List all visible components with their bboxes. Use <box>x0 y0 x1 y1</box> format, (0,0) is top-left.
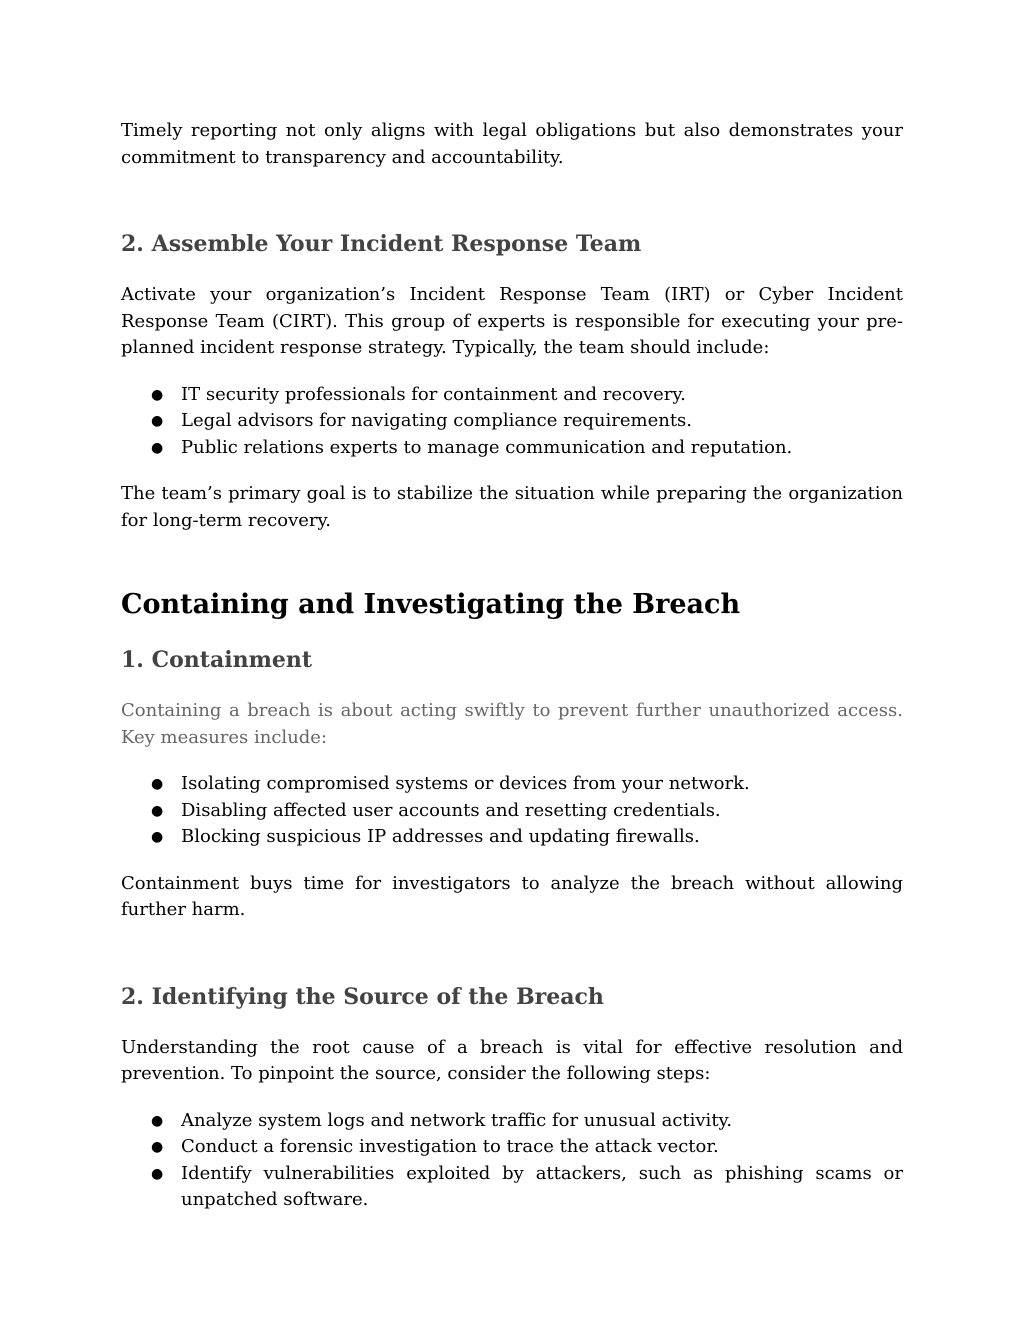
list-item: ● Public relations experts to manage communication and reputation. <box>121 435 903 462</box>
bullet-icon: ● <box>151 829 164 845</box>
list-item: ● Disabling affected user accounts and resetting credentials. <box>121 798 903 825</box>
bullet-icon: ● <box>151 776 164 792</box>
assemble-team-paragraph: Activate your organization’s Incident Response Team (IRT) or Cyber Incident Response Team (CIRT). This group of experts is responsible for executing your pre-planned incident response strategy. Typically, the team should include: <box>121 284 903 358</box>
list-item: ● Blocking suspicious IP addresses and updating firewalls. <box>121 824 903 851</box>
list-item: ● Conduct a forensic investigation to trace the attack vector. <box>121 1134 903 1161</box>
containment-heading: 1. Containment <box>121 647 313 673</box>
assemble-team-heading: 2. Assemble Your Incident Response Team <box>121 231 642 257</box>
assemble-team-closing: The team’s primary goal is to stabilize the situation while preparing the organization for long-term recovery. <box>121 483 903 531</box>
list-item: ● Legal advisors for navigating compliance requirements. <box>121 408 903 435</box>
containment-measures-list <box>121 771 903 851</box>
bullet-icon: ● <box>151 413 164 429</box>
containment-paragraph: Containing a breach is about acting swiftly to prevent further unauthorized access. Key measures include: <box>121 700 903 748</box>
bullet-icon: ● <box>151 439 164 456</box>
section-heading: Containing and Investigating the Breach <box>121 589 741 620</box>
list-item: ● Isolating compromised systems or devices from your network. <box>121 771 903 798</box>
containment-closing: Containment buys time for investigators to analyze the breach without allowing further harm. <box>121 872 903 920</box>
bullet-icon: ● <box>151 1112 164 1129</box>
bullet-icon: ● <box>151 1165 164 1182</box>
bullet-icon: ● <box>151 386 164 403</box>
list-item: ● Analyze system logs and network traffic for unusual activity. <box>121 1108 903 1135</box>
bullet-icon: ● <box>151 1139 164 1155</box>
list-item: ● Identify vulnerabilities exploited by attackers, such as phishing scams or unpatched software. <box>151 1162 903 1210</box>
document-page <box>121 118 903 1214</box>
breach-source-steps-list <box>121 1108 903 1214</box>
list-item: ● IT security professionals for containment and recovery. <box>121 382 903 409</box>
team-members-list <box>121 382 903 462</box>
bullet-icon: ● <box>151 802 164 819</box>
breach-source-paragraph: Understanding the root cause of a breach is vital for effective resolution and prevention. To pinpoint the source, consider the following steps: <box>121 1036 903 1084</box>
breach-source-heading: 2. Identifying the Source of the Breach <box>121 983 604 1010</box>
intro-paragraph: Timely reporting not only aligns with legal obligations but also demonstrates your commitment to transparency and accountability. <box>121 120 903 168</box>
